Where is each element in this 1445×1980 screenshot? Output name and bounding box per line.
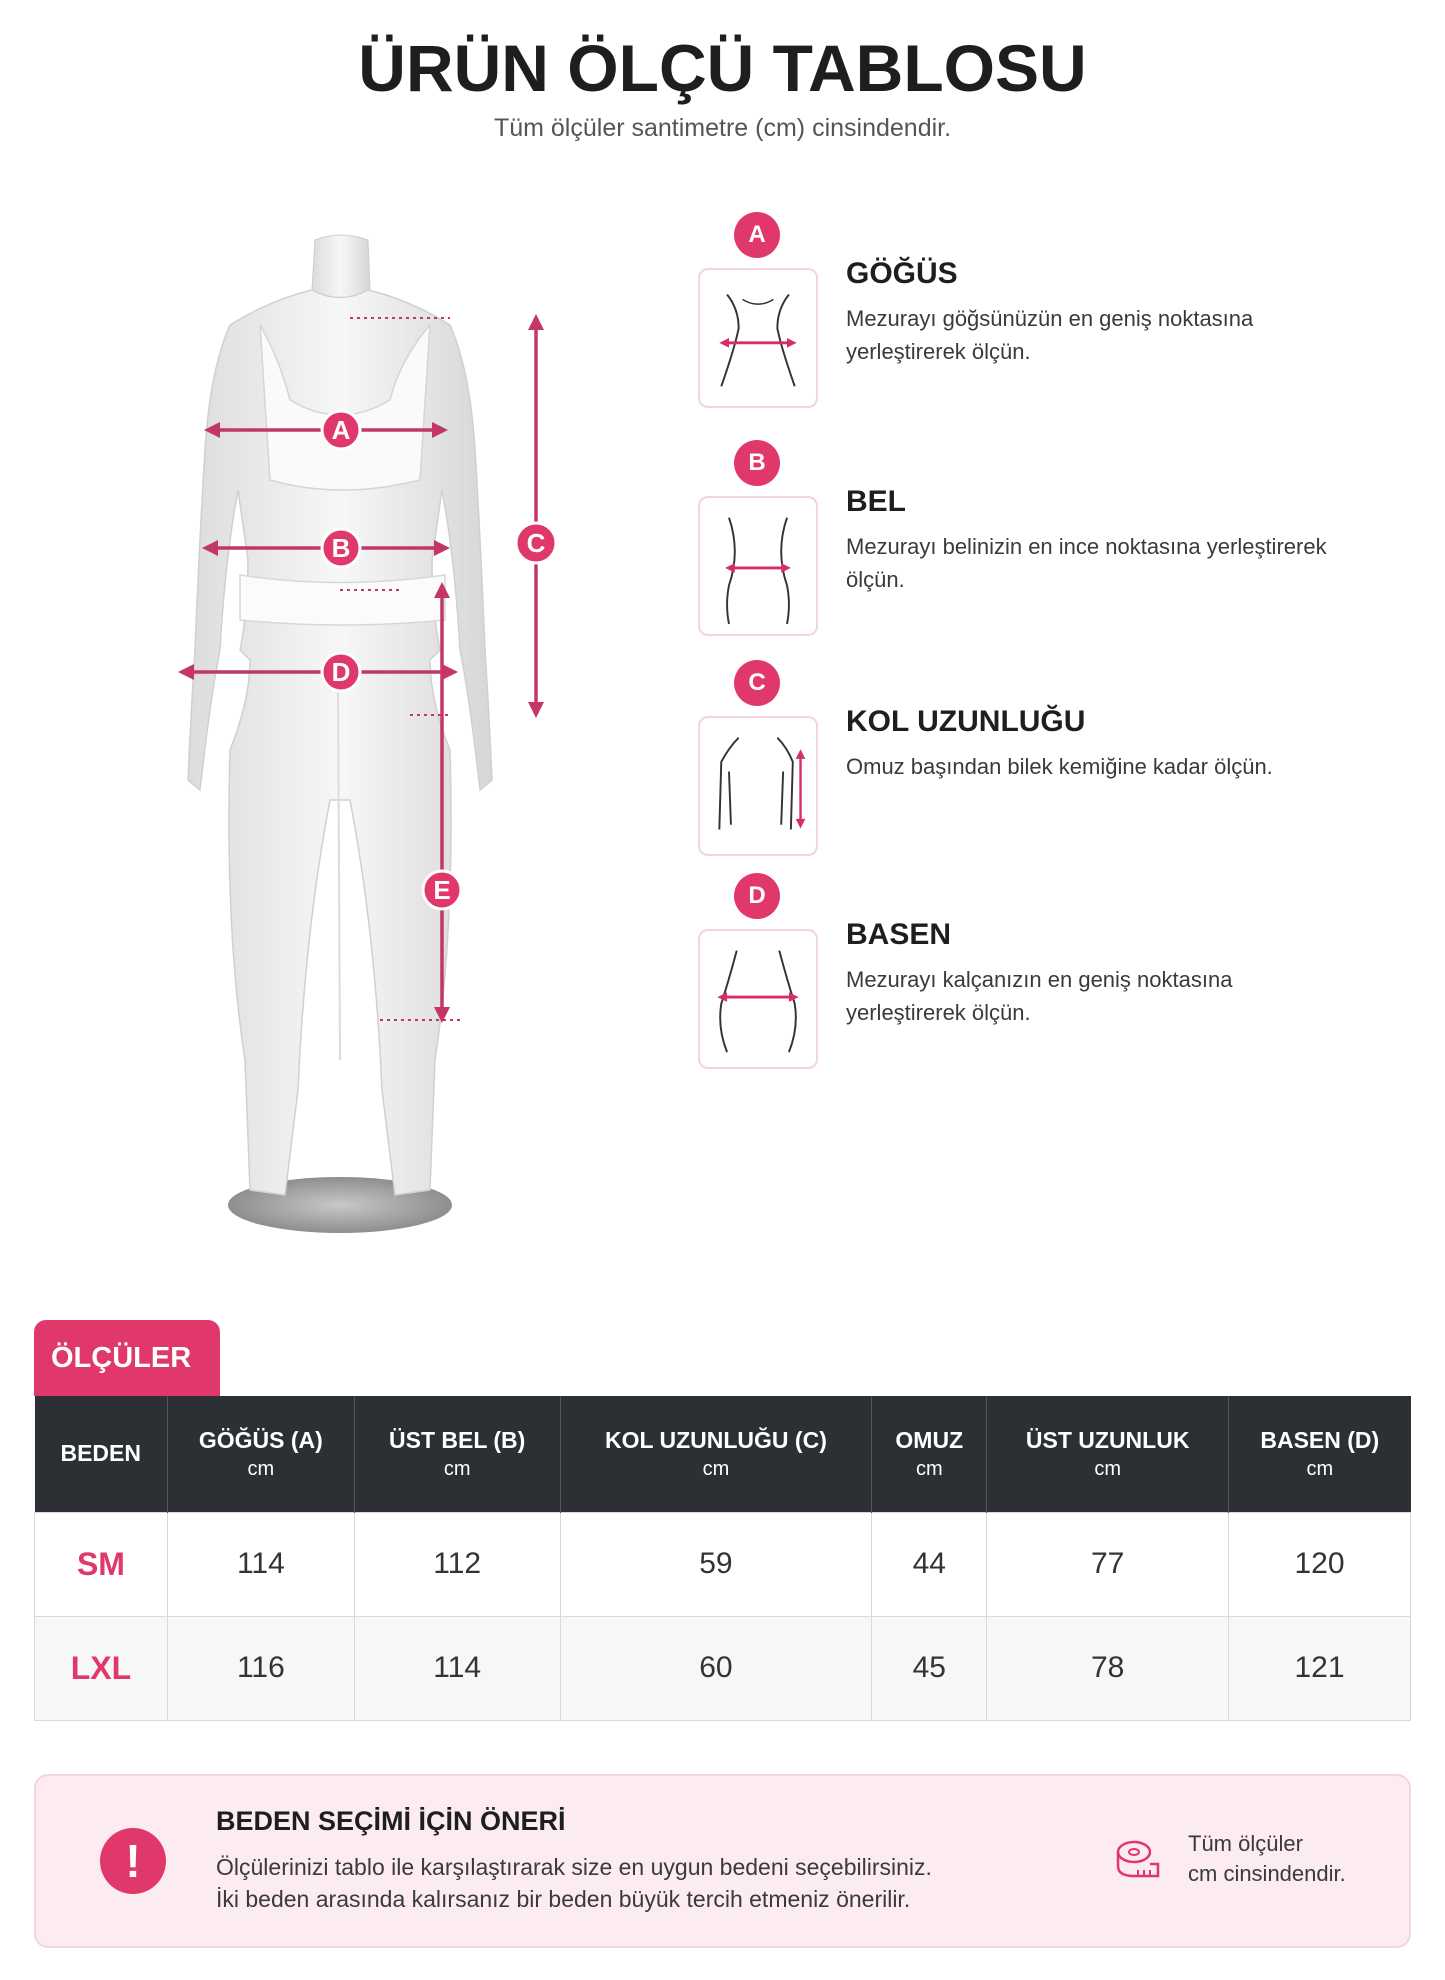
guide-badge-b: B xyxy=(734,440,780,486)
header-shoulder: OMUZ cm xyxy=(872,1396,987,1512)
measuring-tape-icon xyxy=(1114,1834,1164,1884)
header-hip: BASEN (D) cm xyxy=(1229,1396,1411,1512)
measurements-tab: ÖLÇÜLER xyxy=(34,1320,220,1396)
guide-desc-line: Omuz başından bilek kemiğine kadar ölçün. xyxy=(846,754,1273,779)
header-size: BEDEN xyxy=(35,1396,168,1512)
page-subtitle: Tüm ölçüler santimetre (cm) cinsindendir. xyxy=(493,114,952,142)
table-cell: 114 xyxy=(167,1512,354,1616)
header-sleeve: KOL UZUNLUĞU (C) cm xyxy=(560,1396,872,1512)
hip-diagram-icon xyxy=(698,929,818,1069)
table-cell: 77 xyxy=(987,1512,1229,1616)
guide-badge-a: A xyxy=(734,212,780,258)
page-title: ÜRÜN ÖLÇÜ TABLOSU xyxy=(358,31,1087,105)
guide-desc-line: Mezurayı göğsünüzün en geniş noktasına xyxy=(846,306,1254,331)
note-side-text: cm cinsindendir. xyxy=(1188,1861,1346,1886)
marker-b: B xyxy=(331,533,351,563)
table-cell: 45 xyxy=(872,1616,987,1720)
chest-diagram-icon xyxy=(698,268,818,408)
guide-title: KOL UZUNLUĞU xyxy=(846,705,1086,738)
mannequin-figure xyxy=(100,230,590,1250)
table-cell: 121 xyxy=(1229,1616,1411,1720)
header-waist: ÜST BEL (B) cm xyxy=(354,1396,560,1512)
mannequin-illustration xyxy=(100,230,590,1250)
note-side-text: Tüm ölçüler xyxy=(1188,1831,1303,1856)
guide-desc-line: yerleştirerek ölçün. xyxy=(846,1000,1031,1025)
table-cell: 112 xyxy=(354,1512,560,1616)
table-row xyxy=(35,1512,1411,1616)
size-label: LXL xyxy=(35,1616,168,1720)
marker-c: C xyxy=(526,528,546,558)
note-title: BEDEN SEÇİMİ İÇİN ÖNERİ xyxy=(216,1806,566,1836)
table-cell: 78 xyxy=(987,1616,1229,1720)
table-row xyxy=(35,1616,1411,1720)
guide-description xyxy=(846,530,1406,596)
guide-title: BASEN xyxy=(846,918,952,951)
table-cell: 60 xyxy=(560,1616,872,1720)
guide-badge-c: C xyxy=(734,660,780,706)
note-text: Ölçülerinizi tablo ile karşılaştırarak size en uygun bedeni seçebilirsiniz. xyxy=(216,1854,932,1880)
guide-description xyxy=(846,963,1406,1029)
guide-desc-line: yerleştirerek ölçün. xyxy=(846,339,1031,364)
guide-desc-line: Mezurayı kalçanızın en geniş noktasına xyxy=(846,967,1233,992)
marker-d: D xyxy=(331,657,351,687)
marker-e: E xyxy=(433,875,451,905)
sleeve-diagram-icon xyxy=(698,716,818,856)
exclamation-icon: ! xyxy=(100,1828,166,1894)
table-cell: 116 xyxy=(167,1616,354,1720)
size-label: SM xyxy=(35,1512,168,1616)
guide-description xyxy=(846,302,1406,368)
guide-badge-d: D xyxy=(734,873,780,919)
table-header-row xyxy=(35,1396,1411,1512)
table-cell: 59 xyxy=(560,1512,872,1616)
header-chest: GÖĞÜS (A) cm xyxy=(167,1396,354,1512)
guide-title: BEL xyxy=(846,485,906,518)
guide-desc-line: Mezurayı belinizin en ince noktasına yerleştirerek xyxy=(846,534,1327,559)
marker-a: A xyxy=(331,415,351,445)
guide-desc-line: ölçün. xyxy=(846,567,905,592)
header-length: ÜST UZUNLUK cm xyxy=(987,1396,1229,1512)
table-cell: 44 xyxy=(872,1512,987,1616)
note-text: İki beden arasında kalırsanız bir beden büyük tercih etmeniz önerilir. xyxy=(216,1886,911,1912)
table-cell: 120 xyxy=(1229,1512,1411,1616)
guide-title: GÖĞÜS xyxy=(846,257,958,290)
table-cell: 114 xyxy=(354,1616,560,1720)
size-table xyxy=(34,1396,1411,1721)
guide-description xyxy=(846,750,1406,783)
waist-diagram-icon xyxy=(698,496,818,636)
size-recommendation-note xyxy=(34,1774,1411,1948)
